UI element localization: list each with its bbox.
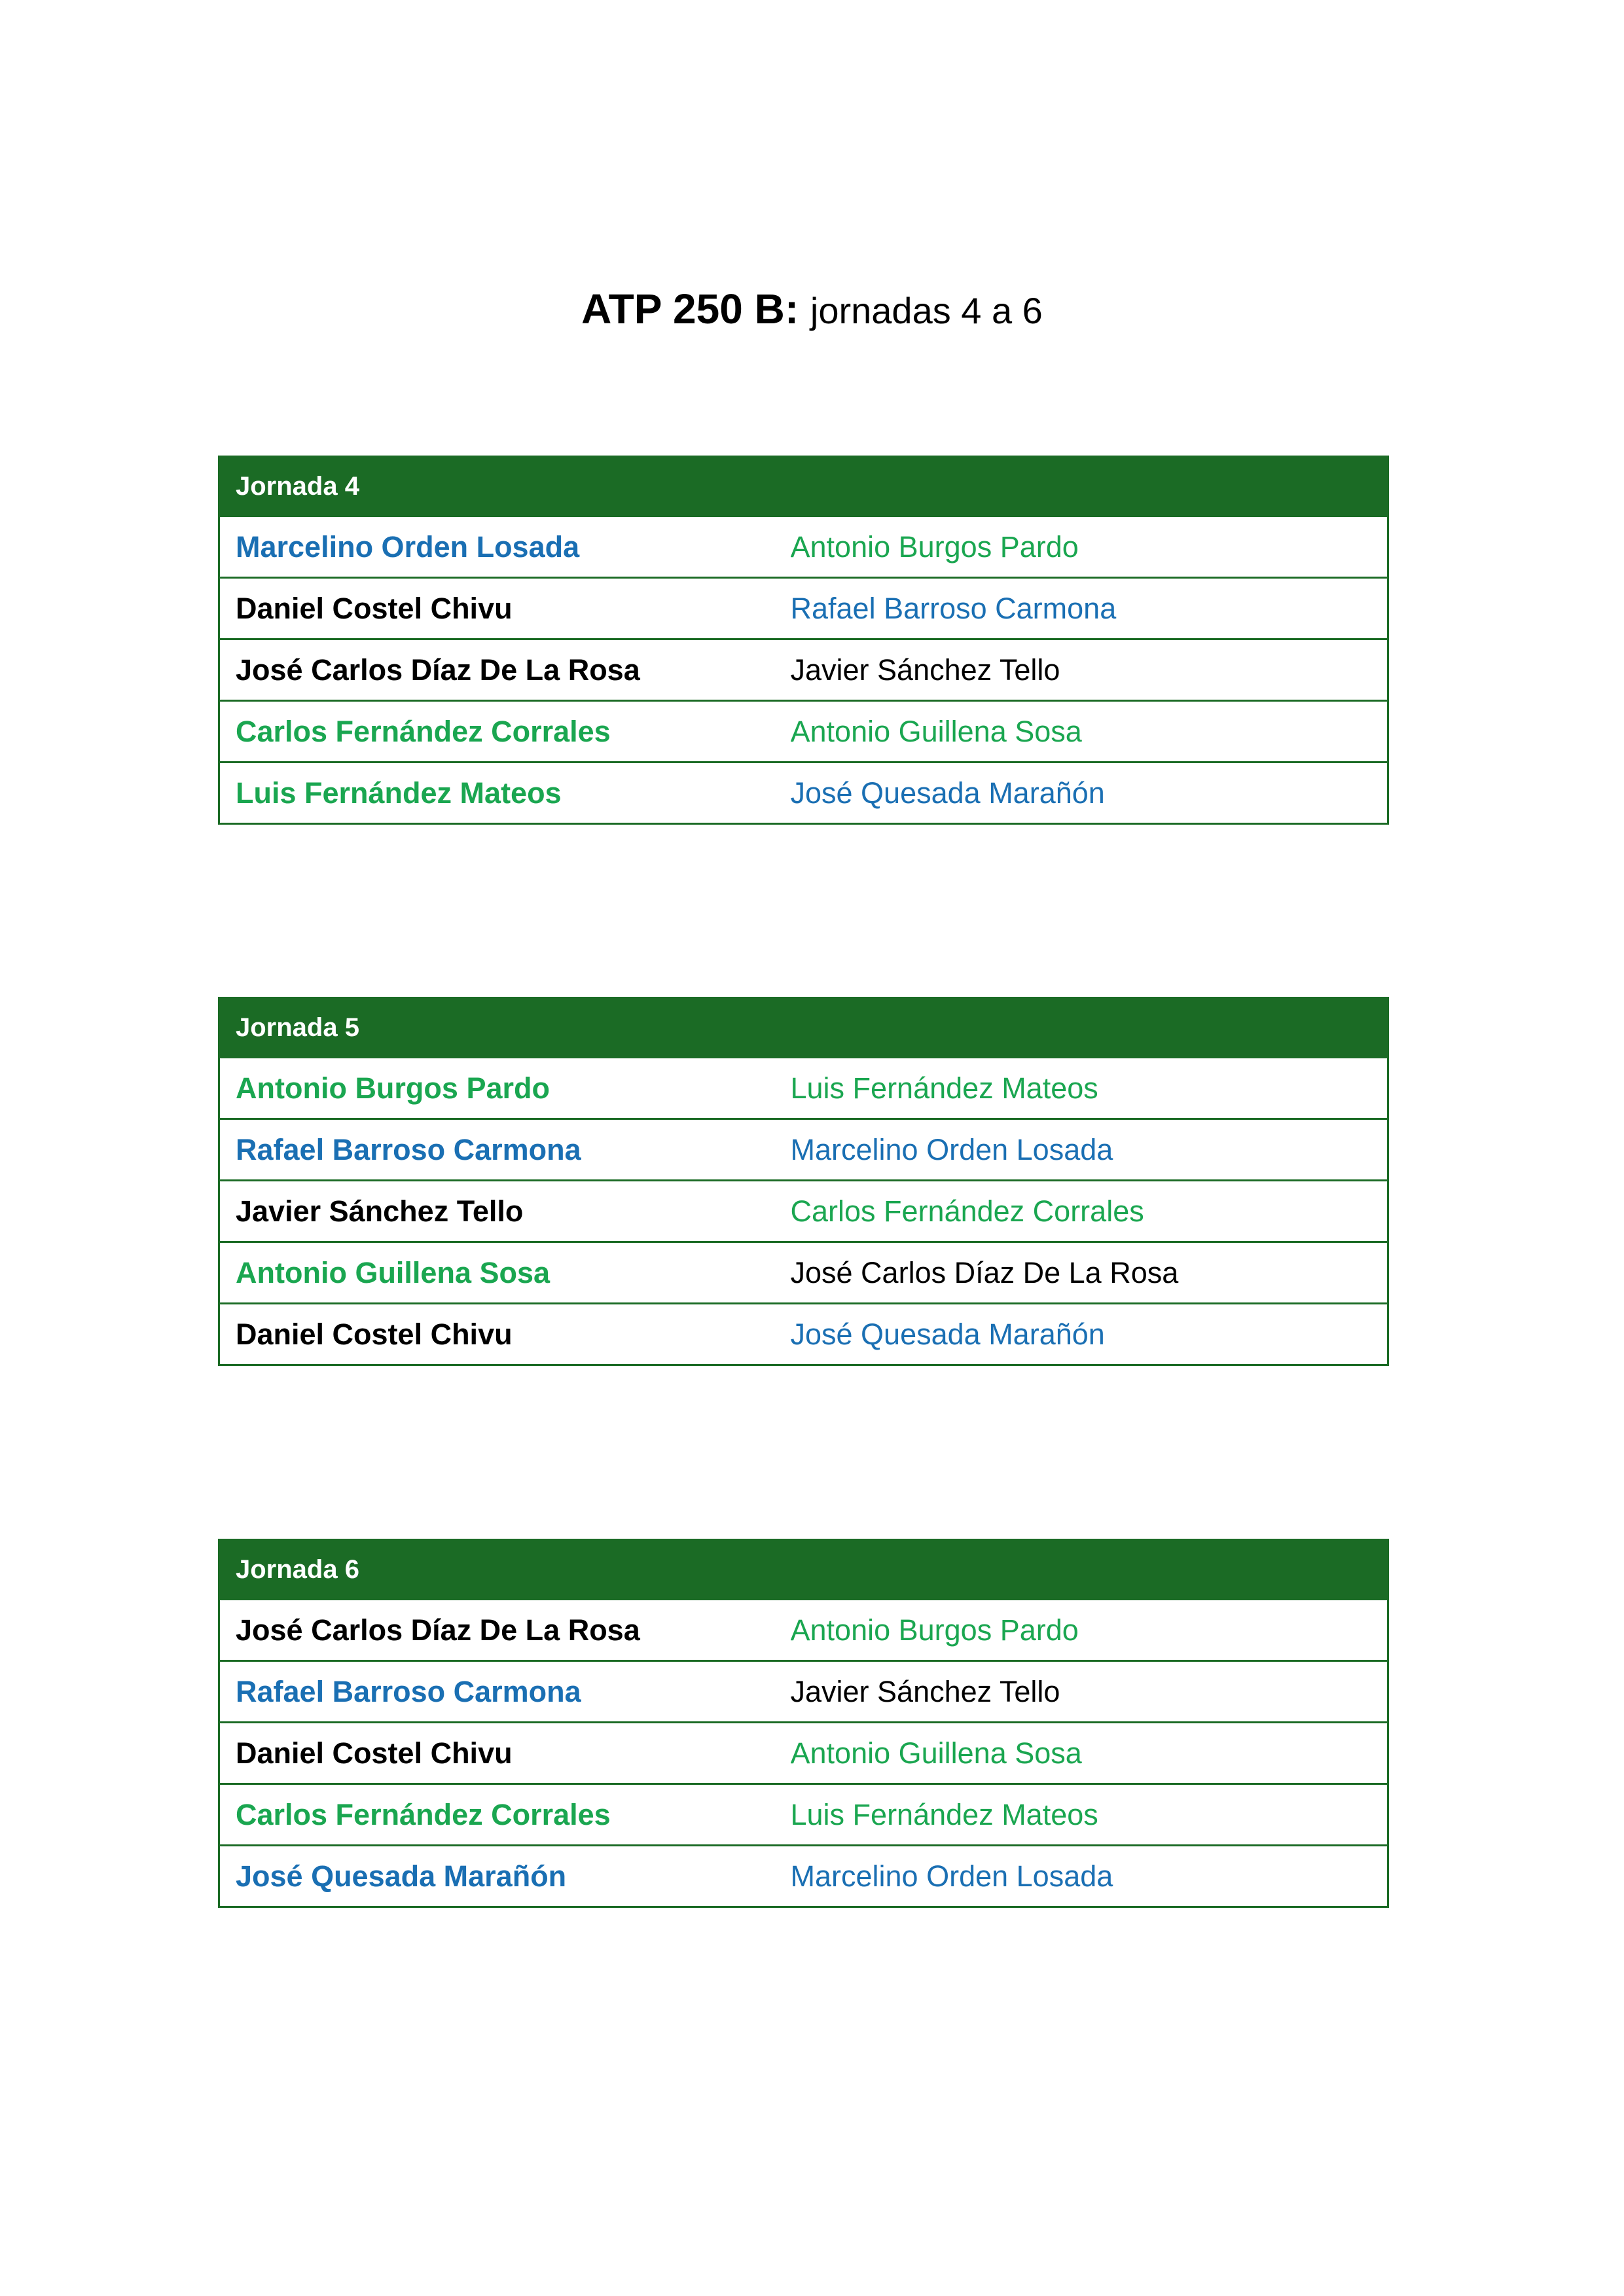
away-player: Luis Fernández Mateos bbox=[791, 1058, 1388, 1119]
match-row bbox=[219, 762, 1388, 824]
home-player: Daniel Costel Chivu bbox=[219, 1723, 791, 1784]
match-row bbox=[219, 1181, 1388, 1242]
home-player: Daniel Costel Chivu bbox=[219, 1304, 791, 1365]
away-player: Marcelino Orden Losada bbox=[791, 1119, 1388, 1181]
home-player: Rafael Barroso Carmona bbox=[219, 1119, 791, 1181]
match-row bbox=[219, 1119, 1388, 1181]
away-player: Javier Sánchez Tello bbox=[791, 1661, 1388, 1723]
match-row bbox=[219, 1304, 1388, 1365]
away-player: Marcelino Orden Losada bbox=[791, 1846, 1388, 1907]
round-label: Jornada 5 bbox=[219, 998, 1388, 1058]
match-row bbox=[219, 1242, 1388, 1304]
match-row bbox=[219, 578, 1388, 639]
home-player: José Quesada Marañón bbox=[219, 1846, 791, 1907]
match-row bbox=[219, 639, 1388, 701]
round-label: Jornada 4 bbox=[219, 457, 1388, 516]
away-player: José Carlos Díaz De La Rosa bbox=[791, 1242, 1388, 1304]
home-player: Marcelino Orden Losada bbox=[219, 516, 791, 578]
round-label: Jornada 6 bbox=[219, 1540, 1388, 1600]
home-player: José Carlos Díaz De La Rosa bbox=[219, 639, 791, 701]
match-row bbox=[219, 1723, 1388, 1784]
page-title-main: ATP 250 B: bbox=[581, 285, 799, 332]
home-player: Carlos Fernández Corrales bbox=[219, 701, 791, 762]
match-row bbox=[219, 1661, 1388, 1723]
home-player: José Carlos Díaz De La Rosa bbox=[219, 1600, 791, 1661]
away-player: Javier Sánchez Tello bbox=[791, 639, 1388, 701]
away-player: Antonio Burgos Pardo bbox=[791, 516, 1388, 578]
home-player: Carlos Fernández Corrales bbox=[219, 1784, 791, 1846]
round-table-jornada-5 bbox=[218, 997, 1389, 1366]
match-row bbox=[219, 1058, 1388, 1119]
round-table-jornada-6 bbox=[218, 1539, 1389, 1908]
away-player: José Quesada Marañón bbox=[791, 762, 1388, 824]
match-row bbox=[219, 1846, 1388, 1907]
home-player: Antonio Burgos Pardo bbox=[219, 1058, 791, 1119]
match-row bbox=[219, 1600, 1388, 1661]
away-player: Luis Fernández Mateos bbox=[791, 1784, 1388, 1846]
home-player: Rafael Barroso Carmona bbox=[219, 1661, 791, 1723]
page-title-sub: jornadas 4 a 6 bbox=[810, 290, 1043, 331]
page-title bbox=[0, 283, 1624, 337]
away-player: José Quesada Marañón bbox=[791, 1304, 1388, 1365]
match-row bbox=[219, 701, 1388, 762]
home-player: Luis Fernández Mateos bbox=[219, 762, 791, 824]
round-table-jornada-4 bbox=[218, 456, 1389, 825]
match-row bbox=[219, 516, 1388, 578]
home-player: Antonio Guillena Sosa bbox=[219, 1242, 791, 1304]
away-player: Carlos Fernández Corrales bbox=[791, 1181, 1388, 1242]
away-player: Antonio Guillena Sosa bbox=[791, 701, 1388, 762]
round-header bbox=[219, 998, 1388, 1058]
away-player: Antonio Guillena Sosa bbox=[791, 1723, 1388, 1784]
match-row bbox=[219, 1784, 1388, 1846]
round-header bbox=[219, 1540, 1388, 1600]
round-header bbox=[219, 457, 1388, 516]
away-player: Antonio Burgos Pardo bbox=[791, 1600, 1388, 1661]
away-player: Rafael Barroso Carmona bbox=[791, 578, 1388, 639]
home-player: Daniel Costel Chivu bbox=[219, 578, 791, 639]
home-player: Javier Sánchez Tello bbox=[219, 1181, 791, 1242]
